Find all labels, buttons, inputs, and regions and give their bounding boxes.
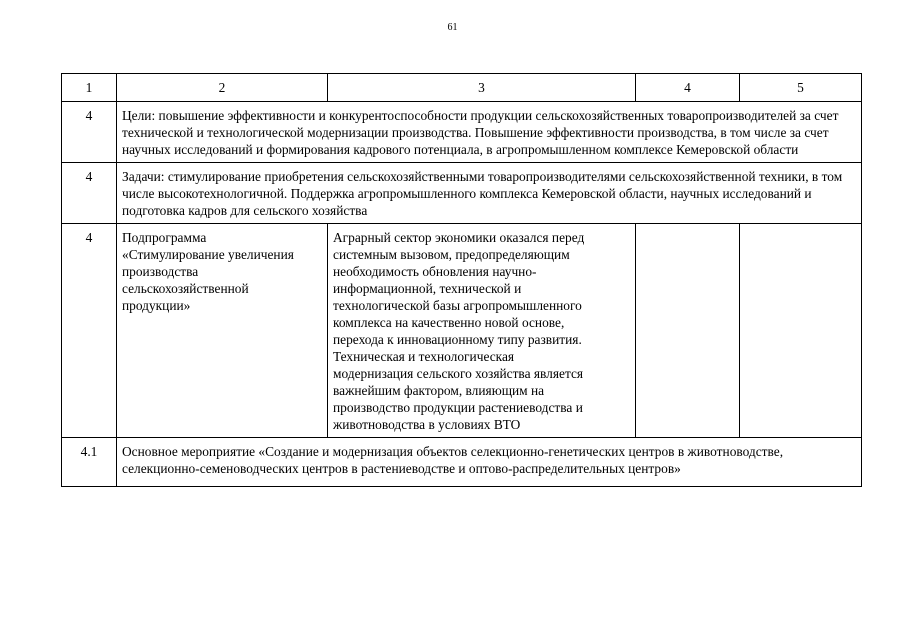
table-header-row — [62, 74, 862, 102]
table-row-goals — [62, 102, 862, 163]
table-row-main-activity — [62, 438, 862, 487]
subprogram-title: Подпрограмма «Стимулирование увеличения производства сельскохозяйственной продукции» — [117, 224, 328, 438]
row-number: 4 — [62, 102, 117, 163]
table-row-tasks — [62, 163, 862, 224]
page-number: 61 — [447, 22, 458, 33]
subprogram-col4 — [636, 224, 740, 438]
row-number: 4.1 — [62, 438, 117, 487]
goals-text: Цели: повышение эффективности и конкурентоспособности продукции сельскохозяйственных товаропроизводителей за счет технической и технологической модернизации производства. Повышение эффективности производства, в том числе за счет научных исследований и формирования кадрового потенциала, в агропромышленном комплексе Кемеровской области — [117, 102, 862, 163]
header-cell-2: 2 — [117, 74, 328, 102]
header-cell-3: 3 — [328, 74, 636, 102]
row-number: 4 — [62, 224, 117, 438]
subprogram-col5 — [740, 224, 862, 438]
table-row-subprogram — [62, 224, 862, 438]
tasks-text: Задачи: стимулирование приобретения сельскохозяйственными товаропроизводителями сельскохозяйственной техники, в том числе высокотехнологичной. Поддержка агропромышленного комплекса Кемеровской области, научных исследований и подготовка кадров для сельского хозяйства — [117, 163, 862, 224]
main-activity-text: Основное мероприятие «Создание и модернизация объектов селекционно-генетических центров в животноводстве, селекционно-семеноводческих центров в растениеводстве и оптово-распределительных центров» — [117, 438, 862, 487]
header-cell-4: 4 — [636, 74, 740, 102]
header-cell-1: 1 — [62, 74, 117, 102]
row-number: 4 — [62, 163, 117, 224]
program-table — [61, 73, 862, 487]
header-cell-5: 5 — [740, 74, 862, 102]
subprogram-description: Аграрный сектор экономики оказался перед системным вызовом, предопределяющим необходимость обновления научно- информационной, технической и технологической базы агропромышленного комплекса на качественно новой основе, перехода к инновационному типу развития. Техническая и технологическая модернизация сельского хозяйства является важнейшим фактором, влияющим на производство продукции растениеводства и животноводства в условиях ВТО — [328, 224, 636, 438]
